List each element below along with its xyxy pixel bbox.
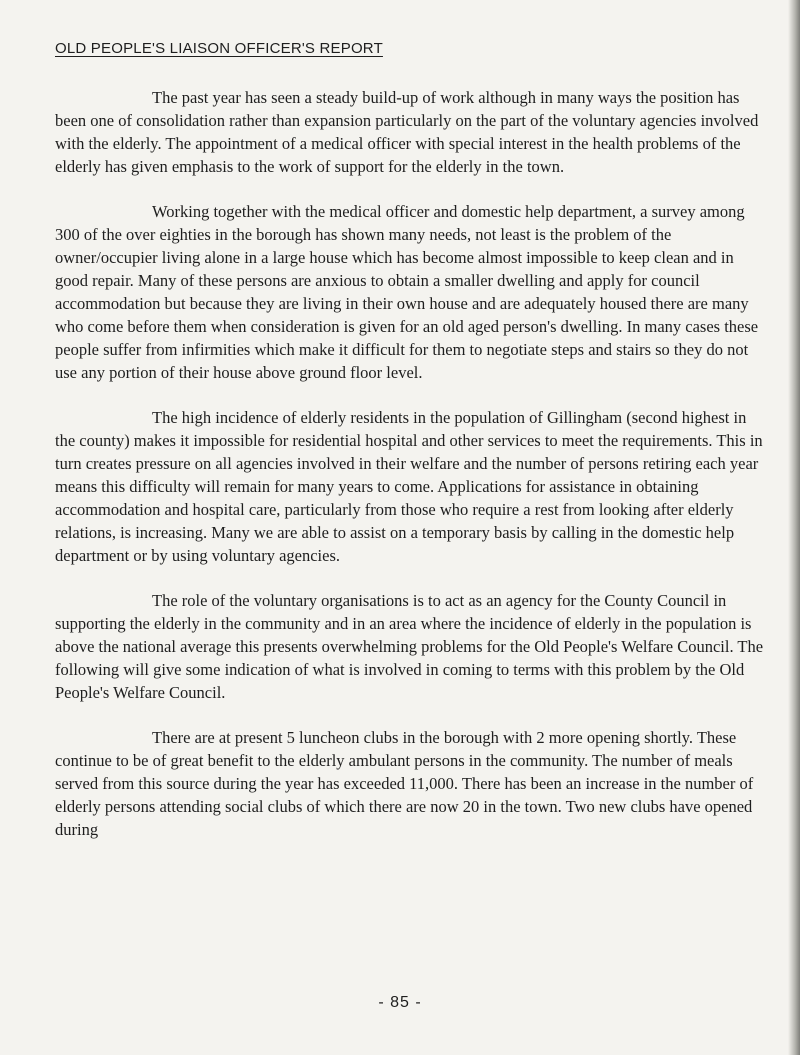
report-heading: OLD PEOPLE'S LIAISON OFFICER'S REPORT bbox=[55, 40, 383, 57]
paragraph-consolidation: The past year has seen a steady build-up of work although in many ways the position has been one of consolidation rather than expansion particularly on the part of the voluntary agencies involved with the elderly. The appointment of a medical officer with special interest in the health problems of the elderly has given emphasis to the work of support for the elderly in the town. bbox=[55, 88, 759, 176]
paragraph-voluntary-organisations: The role of the voluntary organisations is to act as an agency for the County Council in supporting the elderly in the community and in an area where the incidence of elderly in the population is above the national average this presents overwhelming problems for the Old People's Welfare Council. The following will give some indication of what is involved in coming to terms with this problem by the Old People's Welfare Council. bbox=[55, 591, 764, 702]
page-number: - 85 - bbox=[378, 994, 422, 1011]
paragraph-luncheon-clubs: There are at present 5 luncheon clubs in the borough with 2 more opening shortly. These continue to be of great benefit to the elderly ambulant persons in the community. The number of meals served from this source during the year has exceeded 11,000. There has been an increase in the number of elderly persons attending social clubs of which there are now 20 in the town. Two new clubs have opened during bbox=[55, 728, 754, 839]
paragraph-survey: Working together with the medical officer and domestic help department, a survey among 300 of the over eighties in the borough has shown many needs, not least is the problem of the owner/occupier living alone in a large house which has become almost impossible to keep clean and in good repair. Many of these persons are anxious to obtain a smaller dwelling and apply for council accommodation but because they are living in their own house and are adequately housed there are many who come before them when consideration is given for an old aged person's dwelling. In many cases these people suffer from infirmities which make it difficult for them to negotiate steps and stairs so they do not use any portion of their house above ground floor level. bbox=[55, 202, 759, 382]
report-body bbox=[55, 86, 767, 841]
page-edge-shadow bbox=[788, 0, 800, 1055]
paragraph-incidence: The high incidence of elderly residents in the population of Gillingham (second highest in the county) makes it impossible for residential hospital and other services to meet the requirements. This in turn creates pressure on all agencies involved in their welfare and the number of persons retiring each year means this difficulty will remain for many years to come. Applications for assistance in obtaining accommodation and hospital care, particularly from those who require a rest from looking after elderly relations, is increasing. Many we are able to assist on a temporary basis by calling in the domestic help department or by using voluntary agencies. bbox=[55, 408, 763, 565]
